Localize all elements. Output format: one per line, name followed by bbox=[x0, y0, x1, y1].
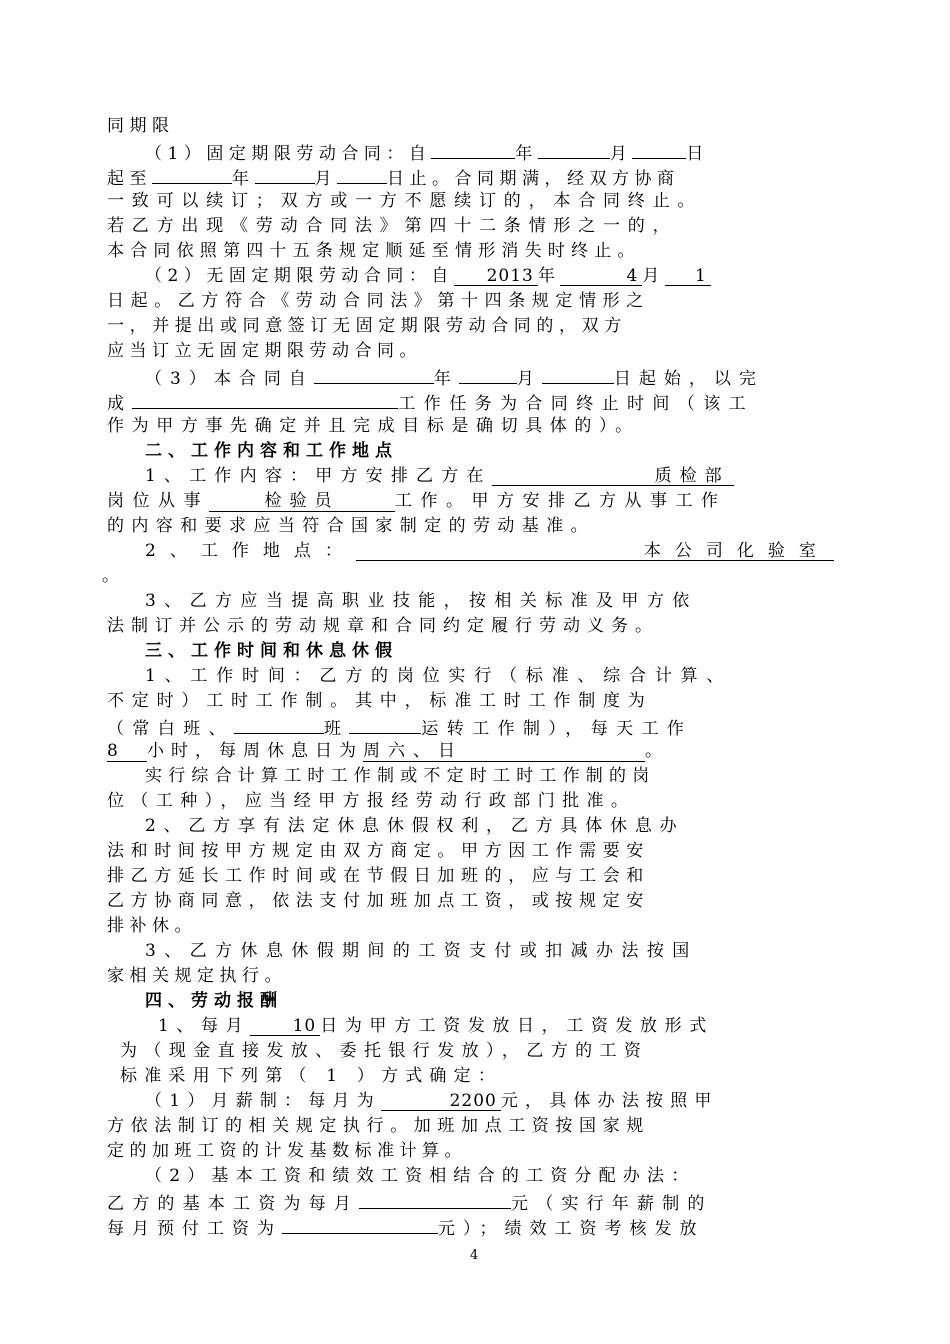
text-line: （1）固定期限劳动合同：自 年 月 日 bbox=[145, 139, 709, 163]
monthly-salary-field: 2200 bbox=[381, 1092, 501, 1111]
text-line: 岗位从事 检验员 工作。甲方安排乙方从事工作 bbox=[107, 491, 727, 511]
page-number: 4 bbox=[470, 1248, 479, 1263]
text-line: 3、乙方应当提高职业技能，按相关标准及甲方依 bbox=[145, 591, 698, 611]
text-line: 同期限 bbox=[107, 116, 175, 136]
text-line: 1、每月 10 日为甲方工资发放日，工资发放形式 bbox=[158, 1016, 714, 1036]
text-line: 起至 年 月 日止。合同期满，经双方协商 bbox=[107, 164, 680, 188]
text-line: 实行综合计算工时工作制或不定时工时工作制的岗 bbox=[145, 766, 656, 786]
text-line: 家相关规定执行。 bbox=[107, 966, 287, 986]
daily-hours-field: 8 bbox=[107, 742, 147, 762]
blank-field bbox=[542, 364, 614, 384]
text-line: 法和时间按甲方规定由双方商定。甲方因工作需要安 bbox=[107, 841, 650, 861]
base-salary-field bbox=[359, 1189, 511, 1209]
department-field: 质检部 bbox=[492, 467, 734, 486]
section-heading: 二、工作内容和工作地点 bbox=[145, 441, 398, 461]
job-title-field: 检验员 bbox=[209, 492, 395, 512]
text-line: 标准采用下列第（ 1 ）方式确定： bbox=[120, 1066, 503, 1086]
text-line: 本合同依照第四十五条规定顺延至情形消失时终止。 bbox=[107, 241, 641, 261]
start-day-field: 1 bbox=[665, 267, 711, 286]
text-line: 每月预付工资为 元）；绩效工资考核发放 bbox=[107, 1214, 705, 1238]
section-heading: 四、劳动报酬 bbox=[145, 991, 283, 1011]
blank-field bbox=[431, 139, 515, 159]
text-line: 2、工作地点： 本公司化验室 bbox=[145, 539, 834, 563]
blank-field bbox=[314, 364, 434, 384]
text-line: 位（工种），应当经甲方报经劳动行政部门批准。 bbox=[107, 791, 636, 811]
prepaid-salary-field bbox=[282, 1214, 438, 1234]
payday-field: 10 bbox=[250, 1017, 320, 1036]
text-line: （1）月薪制：每月为 2200 元，具体办法按照甲 bbox=[145, 1091, 719, 1111]
text-line: （3）本合同自 年 月 日起始，以完 bbox=[145, 364, 764, 388]
text-line: 2、乙方享有法定休息休假权利，乙方具体休息办 bbox=[145, 816, 685, 836]
text-line: 若乙方出现《劳动合同法》第四十二条情形之一的， bbox=[107, 216, 678, 236]
blank-field bbox=[459, 364, 517, 384]
blank-field bbox=[337, 164, 387, 184]
text-line: 作为甲方事先确定并且完成目标是确切具体的）。 bbox=[107, 416, 640, 436]
text-line: 法制订并公示的劳动规章和合同约定履行劳动义务。 bbox=[107, 616, 659, 636]
text-line: 8 小时，每周休息日为周六、日 。 bbox=[107, 741, 669, 761]
text-line: 应当订立无固定期限劳动合同。 bbox=[107, 341, 422, 361]
blank-field bbox=[349, 714, 421, 734]
text-line: 排乙方延长工作时间或在节假日加班的，应与工会和 bbox=[107, 866, 650, 886]
text-line: （2）基本工资和绩效工资相结合的工资分配办法： bbox=[145, 1166, 696, 1186]
start-month-field: 4 bbox=[560, 267, 642, 286]
text-line: 乙方协商同意，依法支付加班加点工资，或按规定安 bbox=[107, 891, 650, 911]
text-line: 1、工作内容：甲方安排乙方在 质检部 bbox=[145, 464, 734, 488]
text-line: 日起。乙方符合《劳动合同法》第十四条规定情形之 bbox=[107, 291, 650, 311]
blank-field bbox=[152, 164, 232, 184]
text-line: 定的加班工资的计发基数标准计算。 bbox=[107, 1141, 467, 1161]
start-year-field: 2013 bbox=[454, 267, 538, 286]
text-line: 为（现金直接发放、委托银行发放），乙方的工资 bbox=[120, 1041, 649, 1061]
text-line: 成 工作任务为合同终止时间（该工 bbox=[107, 389, 754, 413]
text-line: 3、乙方休息休假期间的工资支付或扣减办法按国 bbox=[145, 941, 698, 961]
workplace-field: 本公司化验室 bbox=[356, 542, 834, 561]
text-line: （常白班、 班 运转工作制），每天工作 bbox=[107, 714, 692, 738]
text-line: 。 bbox=[102, 566, 125, 586]
text-line: 的内容和要求应当符合国家制定的劳动基准。 bbox=[107, 516, 595, 536]
blank-field bbox=[234, 714, 324, 734]
text-line: （2）无固定期限劳动合同：自 2013 年 4 月 1 bbox=[145, 264, 711, 288]
blank-field bbox=[255, 164, 315, 184]
text-line: 1、工作时间：乙方的岗位实行（标准、综合计算、 bbox=[145, 666, 733, 686]
text-line: 排补休。 bbox=[107, 916, 197, 936]
text-line: 一，并提出或同意签订无固定期限劳动合同的，双方 bbox=[107, 316, 627, 336]
text-line: 乙方的基本工资为每月 元（实行年薪制的 bbox=[107, 1189, 713, 1213]
blank-field bbox=[632, 139, 686, 159]
text-line: 一致可以续订；双方或一方不愿续订的，本合同终止。 bbox=[107, 191, 703, 211]
text-line: 不定时）工时工作制。其中，标准工时工作制度为 bbox=[107, 691, 653, 711]
rest-days-field: 周六、日 bbox=[363, 742, 645, 762]
blank-field bbox=[132, 389, 398, 409]
section-heading: 三、工作时间和休息休假 bbox=[145, 641, 398, 661]
blank-field bbox=[538, 139, 610, 159]
text-line: 方依法制订的相关规定执行。加班加点工资按国家规 bbox=[107, 1116, 650, 1136]
